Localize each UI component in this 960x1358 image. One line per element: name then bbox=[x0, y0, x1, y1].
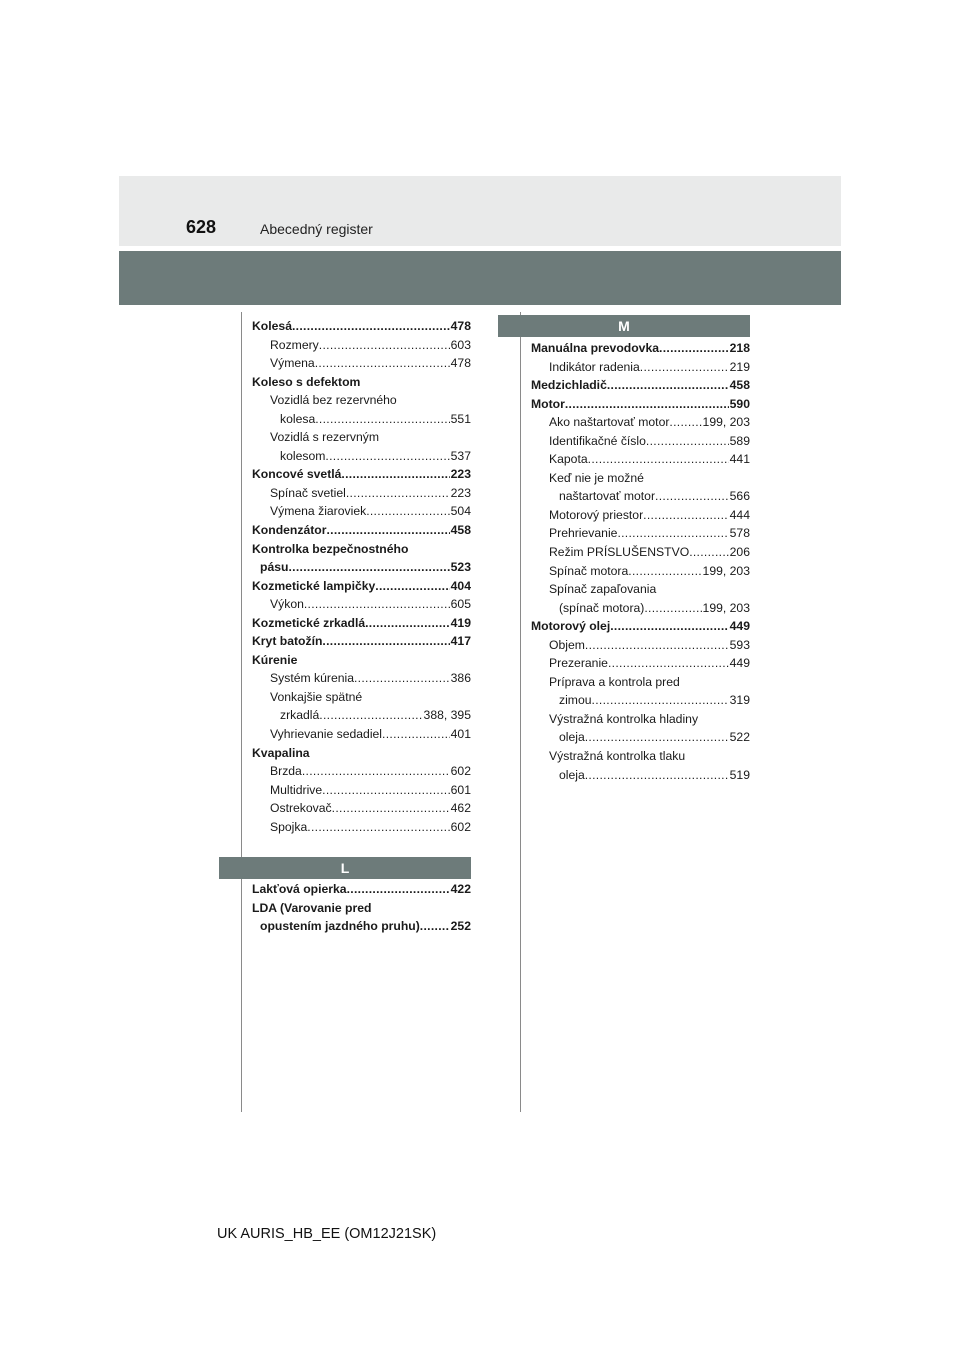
entry-page: 449 bbox=[729, 656, 750, 671]
dot-leader bbox=[326, 521, 449, 540]
dot-leader bbox=[585, 636, 729, 655]
entry-term: Koncové svetlá bbox=[252, 467, 342, 482]
entry-term: Vozidlá bez rezervného bbox=[270, 393, 397, 408]
entry-term: naštartovať motor bbox=[559, 489, 656, 504]
index-entry bbox=[252, 632, 471, 651]
entry-page: 458 bbox=[450, 523, 471, 538]
entry-term: kolesom bbox=[280, 448, 326, 463]
entry-term: Spojka bbox=[270, 819, 308, 834]
index-entry bbox=[252, 781, 471, 800]
dot-leader bbox=[354, 669, 450, 688]
entry-term: Rozmery bbox=[270, 337, 319, 352]
entry-term: opustením jazdného pruhu) bbox=[260, 919, 420, 934]
index-entry bbox=[252, 465, 471, 484]
entry-term: Výmena bbox=[270, 356, 315, 371]
dot-leader bbox=[585, 766, 729, 785]
entry-page: 551 bbox=[450, 411, 471, 426]
dot-leader bbox=[382, 725, 450, 744]
index-entry bbox=[531, 524, 750, 543]
entry-page: 386 bbox=[450, 671, 471, 686]
entry-term: Kozmetické zrkadlá bbox=[252, 615, 366, 630]
index-entry bbox=[531, 766, 750, 785]
dot-leader bbox=[640, 358, 729, 377]
dot-leader bbox=[315, 410, 449, 429]
index-entry bbox=[252, 880, 471, 899]
dot-leader bbox=[366, 502, 449, 521]
entry-term: Keď nie je možné bbox=[549, 470, 644, 485]
dot-leader bbox=[315, 354, 450, 373]
dot-leader bbox=[610, 617, 728, 636]
entry-page: 401 bbox=[450, 727, 471, 742]
index-entry bbox=[252, 799, 471, 818]
footer-model-code: UK AURIS_HB_EE (OM12J21SK) bbox=[217, 1226, 437, 1242]
entry-page: 601 bbox=[450, 782, 471, 797]
entry-page: 449 bbox=[729, 619, 750, 634]
entry-term: Kvapalina bbox=[252, 745, 310, 760]
entry-page: 441 bbox=[729, 452, 750, 467]
entry-term: Výmena žiaroviek bbox=[270, 504, 367, 519]
index-entry bbox=[252, 447, 471, 466]
entry-term: Multidrive bbox=[270, 782, 323, 797]
entry-term: Spínač svetiel bbox=[270, 485, 346, 500]
entry-term: zrkadlá bbox=[280, 708, 320, 723]
dot-leader bbox=[302, 762, 450, 781]
index-entry bbox=[252, 614, 471, 633]
dot-leader bbox=[420, 917, 450, 936]
index-entry bbox=[531, 636, 750, 655]
index-entry bbox=[531, 506, 750, 525]
entry-term: Kozmetické lampičky bbox=[252, 578, 376, 593]
entry-term: Motor bbox=[531, 396, 565, 411]
index-entry bbox=[252, 595, 471, 614]
entry-term: Brzda bbox=[270, 764, 302, 779]
entry-term: Vonkajšie spätné bbox=[270, 689, 363, 704]
dot-leader bbox=[325, 447, 449, 466]
dot-leader bbox=[607, 376, 729, 395]
index-entry bbox=[531, 599, 750, 618]
index-entry bbox=[252, 706, 471, 725]
index-entry bbox=[252, 725, 471, 744]
dot-leader bbox=[643, 506, 729, 525]
index-entry bbox=[531, 432, 750, 451]
letter-heading-m: M bbox=[498, 315, 750, 337]
index-column-k bbox=[252, 317, 471, 836]
entry-page: 206 bbox=[729, 545, 750, 560]
header-band bbox=[119, 176, 841, 246]
dot-leader bbox=[375, 577, 449, 596]
entry-page: 537 bbox=[450, 448, 471, 463]
dot-leader bbox=[644, 599, 701, 618]
entry-term: Objem bbox=[549, 637, 585, 652]
entry-term: Ako naštartovať motor bbox=[549, 415, 670, 430]
entry-term: Kolesá bbox=[252, 319, 292, 333]
entry-page: 223 bbox=[450, 485, 471, 500]
index-column-m bbox=[531, 339, 750, 784]
index-entry bbox=[531, 376, 750, 395]
index-entry bbox=[252, 484, 471, 503]
entry-term: Spínač zapaľovania bbox=[549, 582, 657, 597]
index-entry bbox=[531, 487, 750, 506]
index-entry bbox=[531, 395, 750, 414]
entry-page: 478 bbox=[450, 356, 471, 371]
dot-leader bbox=[585, 728, 729, 747]
entry-term: Motorový olej bbox=[531, 619, 611, 634]
dot-leader bbox=[292, 317, 450, 336]
index-entry bbox=[252, 410, 471, 429]
index-entry bbox=[252, 669, 471, 688]
header-dark-band bbox=[119, 251, 841, 305]
index-column-l bbox=[252, 880, 471, 936]
entry-page: 462 bbox=[450, 801, 471, 816]
entry-page: 523 bbox=[450, 560, 471, 575]
index-entry bbox=[252, 762, 471, 781]
entry-page: 444 bbox=[729, 507, 750, 522]
index-entry bbox=[252, 558, 471, 577]
entry-term: Systém kúrenia bbox=[270, 671, 354, 686]
entry-page: 578 bbox=[729, 526, 750, 541]
entry-term: Výkon bbox=[270, 597, 304, 612]
entry-term: Manuálna prevodovka bbox=[531, 341, 660, 355]
dot-leader bbox=[565, 395, 729, 414]
entry-term: oleja bbox=[559, 767, 585, 782]
dot-leader bbox=[304, 595, 450, 614]
entry-page: 590 bbox=[729, 396, 750, 411]
dot-leader bbox=[322, 632, 449, 651]
entry-term: pásu bbox=[260, 560, 289, 575]
entry-page: 388, 395 bbox=[423, 708, 471, 723]
entry-term: Vyhrievanie sedadiel bbox=[270, 727, 383, 742]
index-entry bbox=[252, 818, 471, 837]
entry-page: 589 bbox=[729, 433, 750, 448]
entry-page: 319 bbox=[729, 693, 750, 708]
dot-leader bbox=[307, 818, 449, 837]
index-entry bbox=[252, 354, 471, 373]
entry-page: 223 bbox=[450, 467, 471, 482]
entry-term: Kontrolka bezpečnostného bbox=[252, 541, 409, 556]
dot-leader bbox=[689, 543, 728, 562]
entry-term: Motorový priestor bbox=[549, 507, 644, 522]
index-entry bbox=[531, 617, 750, 636]
entry-term: Medzichladič bbox=[531, 378, 607, 393]
index-entry bbox=[252, 577, 471, 596]
entry-page: 218 bbox=[729, 341, 750, 355]
entry-page: 199, 203 bbox=[702, 415, 750, 430]
dot-leader bbox=[655, 487, 729, 506]
entry-page: 199, 203 bbox=[702, 600, 750, 615]
entry-page: 504 bbox=[450, 504, 471, 519]
entry-page: 602 bbox=[450, 764, 471, 779]
section-title: Abecedný register bbox=[260, 221, 373, 237]
entry-term: Kapota bbox=[549, 452, 588, 467]
entry-term: Kondenzátor bbox=[252, 523, 327, 538]
entry-page: 566 bbox=[729, 489, 750, 504]
column-divider-left bbox=[241, 312, 242, 1112]
index-entry bbox=[531, 654, 750, 673]
entry-page: 199, 203 bbox=[702, 563, 750, 578]
dot-leader bbox=[347, 880, 450, 899]
entry-term: Kryt batožín bbox=[252, 634, 323, 649]
dot-leader bbox=[592, 691, 729, 710]
entry-page: 519 bbox=[729, 767, 750, 782]
entry-page: 252 bbox=[450, 919, 471, 934]
dot-leader bbox=[669, 413, 701, 432]
page-number: 628 bbox=[186, 217, 217, 237]
entry-page: 478 bbox=[450, 319, 471, 333]
entry-term: Identifikačné číslo bbox=[549, 433, 646, 448]
dot-leader bbox=[617, 524, 728, 543]
dot-leader bbox=[319, 336, 450, 355]
dot-leader bbox=[322, 781, 450, 800]
entry-page: 458 bbox=[729, 378, 750, 393]
index-entry bbox=[531, 691, 750, 710]
entry-term: Koleso s defektom bbox=[252, 374, 361, 389]
entry-term: Výstražná kontrolka tlaku bbox=[549, 749, 686, 764]
entry-page: 404 bbox=[450, 578, 471, 593]
index-entry bbox=[252, 521, 471, 540]
entry-term: Výstražná kontrolka hladiny bbox=[549, 711, 699, 726]
entry-term: Prehrievanie bbox=[549, 526, 618, 541]
index-entry bbox=[531, 358, 750, 377]
dot-leader bbox=[341, 465, 449, 484]
index-entry bbox=[531, 728, 750, 747]
entry-page: 603 bbox=[450, 337, 471, 352]
dot-leader bbox=[365, 614, 450, 633]
entry-term: Príprava a kontrola pred bbox=[549, 674, 680, 689]
dot-leader bbox=[288, 558, 449, 577]
entry-page: 522 bbox=[729, 730, 750, 745]
dot-leader bbox=[332, 799, 450, 818]
entry-term: LDA (Varovanie pred bbox=[252, 900, 372, 915]
entry-page: 605 bbox=[450, 597, 471, 612]
entry-page: 422 bbox=[450, 882, 471, 896]
index-entry bbox=[252, 917, 471, 936]
entry-page: 417 bbox=[450, 634, 471, 649]
column-divider-middle bbox=[520, 312, 521, 1112]
index-entry bbox=[531, 413, 750, 432]
dot-leader bbox=[628, 562, 701, 581]
dot-leader bbox=[646, 432, 729, 451]
entry-page: 219 bbox=[729, 359, 750, 374]
index-entry bbox=[531, 450, 750, 469]
dot-leader bbox=[588, 450, 729, 469]
entry-term: Indikátor radenia bbox=[549, 359, 640, 374]
entry-term: (spínač motora) bbox=[559, 600, 645, 615]
entry-term: Ostrekovač bbox=[270, 801, 332, 816]
entry-page: 419 bbox=[450, 615, 471, 630]
entry-term: Lakťová opierka bbox=[252, 882, 347, 896]
index-entry bbox=[531, 543, 750, 562]
entry-page: 593 bbox=[729, 637, 750, 652]
index-entry bbox=[531, 339, 750, 358]
entry-term: Kúrenie bbox=[252, 652, 298, 667]
index-entry bbox=[531, 562, 750, 581]
entry-term: Vozidlá s rezervným bbox=[270, 430, 380, 445]
entry-term: oleja bbox=[559, 730, 585, 745]
entry-term: Prezeranie bbox=[549, 656, 608, 671]
entry-term: Spínač motora bbox=[549, 563, 629, 578]
entry-term: kolesa bbox=[280, 411, 316, 426]
dot-leader bbox=[608, 654, 729, 673]
entry-term: zimou bbox=[559, 693, 592, 708]
entry-term: Režim PRÍSLUŠENSTVO bbox=[549, 545, 690, 560]
dot-leader bbox=[659, 339, 729, 358]
index-entry bbox=[252, 502, 471, 521]
index-entry bbox=[252, 336, 471, 355]
letter-heading-l: L bbox=[219, 857, 471, 879]
entry-page: 602 bbox=[450, 819, 471, 834]
dot-leader bbox=[346, 484, 450, 503]
dot-leader bbox=[319, 706, 422, 725]
index-entry bbox=[252, 317, 471, 336]
